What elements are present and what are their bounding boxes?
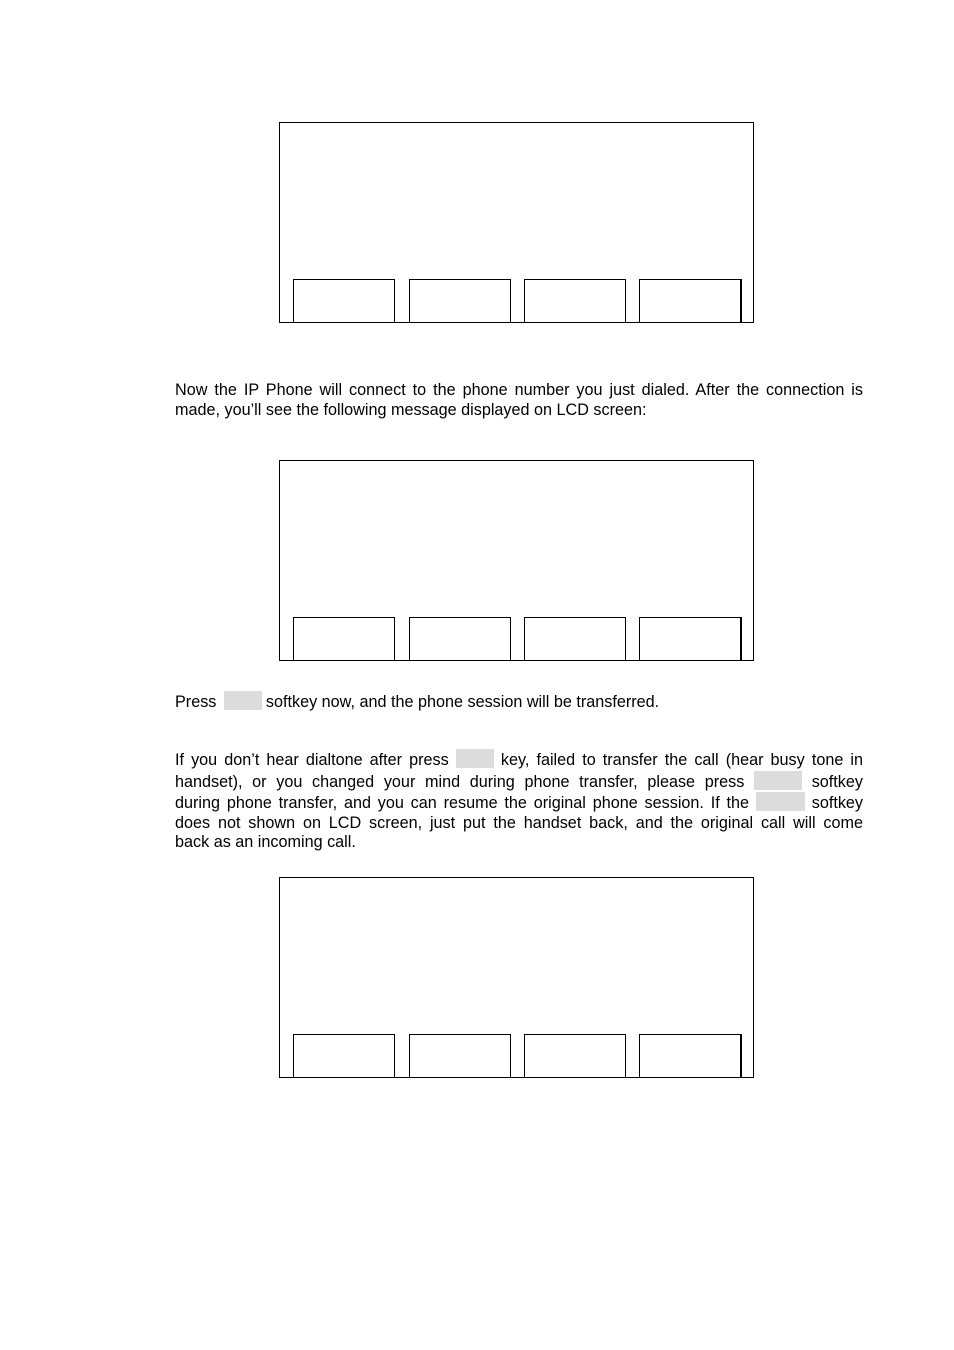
softkey-1[interactable] (293, 617, 395, 661)
softkey-2[interactable] (409, 279, 511, 323)
key-highlight (456, 749, 494, 768)
dialtone-line-3-a: during phone transfer, and you can resume the original phone session. If the (175, 794, 750, 813)
softkey-4[interactable] (639, 617, 742, 661)
dialtone-paragraph (175, 749, 863, 853)
press-text-before: Press (175, 693, 217, 711)
press-paragraph (175, 691, 863, 713)
dialtone-line-5: back as an incoming call. (175, 833, 356, 852)
softkey-2[interactable] (409, 1034, 511, 1078)
softkey-1[interactable] (293, 1034, 395, 1078)
connect-line-2: made, you’ll see the following message displayed on LCD screen: (175, 400, 647, 419)
dialtone-line-3-b: softkey (811, 794, 864, 813)
softkey-3[interactable] (524, 617, 626, 661)
softkey-2[interactable] (409, 617, 511, 661)
dialtone-line-3 (175, 792, 863, 814)
connect-line-1: Now the IP Phone will connect to the phone number you just dialed. After the connection is (175, 381, 863, 399)
softkey-3[interactable] (524, 1034, 626, 1078)
softkey-4[interactable] (639, 1034, 742, 1078)
dialtone-line-4: does not shown on LCD screen, just put the handset back, and the original call will come (175, 813, 863, 832)
softkey-highlight (756, 792, 805, 811)
lcd-screen-3 (279, 877, 754, 1078)
dialtone-line-2-a: handset), or you changed your mind during phone transfer, please press (175, 772, 745, 791)
dialtone-line-2-b: softkey (811, 772, 863, 791)
dialtone-line-2 (175, 771, 863, 793)
press-text-after: softkey now, and the phone session will be transferred. (265, 693, 660, 711)
softkey-3[interactable] (524, 279, 626, 323)
connect-paragraph (175, 381, 863, 420)
softkey-4[interactable] (639, 279, 742, 323)
dialtone-line-1-b: key, failed to transfer the call (hear busy tone in (500, 751, 864, 769)
softkey-highlight (754, 771, 802, 790)
softkey-1[interactable] (293, 279, 395, 323)
lcd-screen-2 (279, 460, 754, 661)
lcd-screen-1 (279, 122, 754, 323)
dialtone-line-1 (175, 749, 863, 771)
dialtone-line-1-a: If you don’t hear dialtone after press (175, 751, 449, 769)
softkey-highlight (224, 691, 262, 710)
